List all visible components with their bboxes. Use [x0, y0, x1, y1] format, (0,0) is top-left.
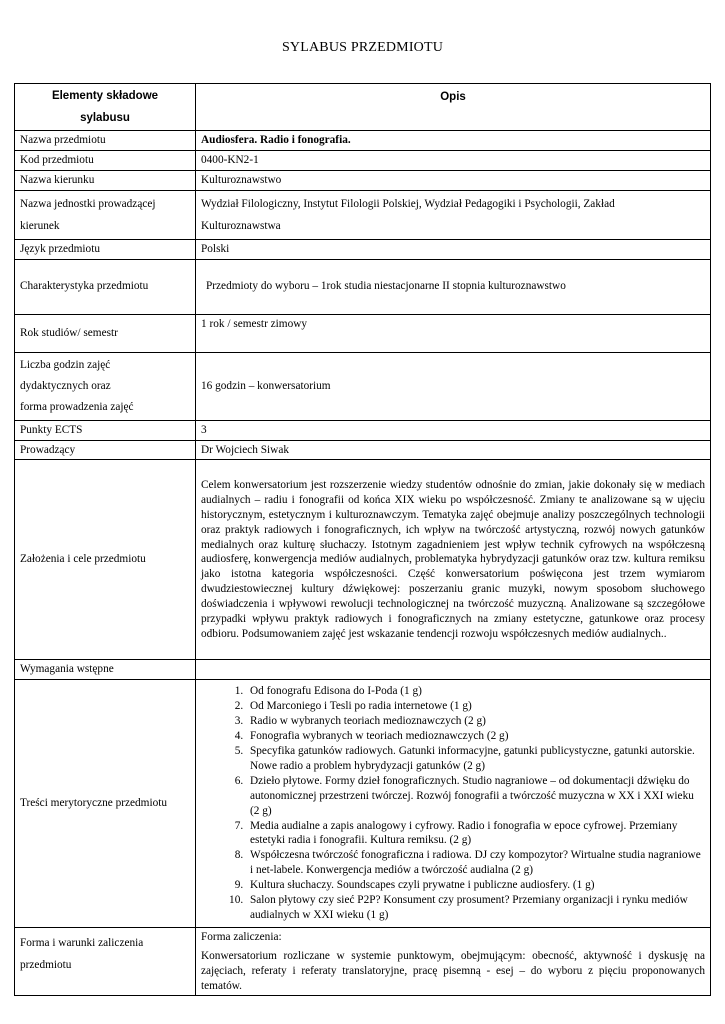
document-title: SYLABUS PRZEDMIOTU — [281, 40, 444, 55]
label-jednostka — [15, 190, 196, 239]
table-header-row — [15, 84, 711, 131]
label-zalozenia: Założenia i cele przedmiotu — [15, 460, 196, 660]
label-tresci: Treści merytoryczne przedmiotu — [15, 680, 196, 928]
label-charakterystyka: Charakterystyka przedmiotu — [15, 259, 196, 314]
row-forma-zaliczenia — [15, 927, 711, 996]
header-elements-cell — [15, 84, 196, 131]
label-prowadzacy: Prowadzący — [15, 440, 196, 460]
label-nazwa-przedmiotu: Nazwa przedmiotu — [15, 131, 196, 151]
label-forma-zaliczenia-line1: Forma i warunki zaliczenia — [20, 936, 144, 949]
label-liczba-godzin — [15, 352, 196, 420]
value-tresci — [196, 680, 711, 928]
list-item: 3. Radio w wybranych teoriach medioznawczych (2 g) — [246, 714, 705, 729]
value-zalozenia: Celem konwersatorium jest rozszerzenie wiedzy studentów odnośnie do zmian, jakie dokonały się w mediach audialnych – radiu i fonografii od końca XIX wieku po współczesność. Zmiany te analizowane są w ujęciu historycznym, estetycznym i kulturoznawczym. Tematyka zajęć obejmuje analizy poszczególnych technologii oraz praktyk radiowych i fonograficznych, ich wpływ na twórczość artystyczną, rozwój nowych gatunków medialnych oraz kulturę słuchaczy. Istotnym zagadnieniem jest wpływ technik cyfrowych na współczesną audiosferę, konwergencja mediów audialnych, problematyka hybrydyzacji gatunków oraz tzw. kultura remiksu jako istotna kategoria współczesności. Część konwersatorium poświęcona jest trzem wymiarom dwudziestowiecznej kultury dźwiękowej: poszerzaniu granic muzyki, nowym sposobom słuchowego doświadczenia i wpływowi rewolucji technologicznej na twórczość muzyczną. Analizowane są szczegółowe przypadki wpływu praktyk radiowych i fonograficznych na zmiany estetyczne, gatunkowe oraz procesy odbioru. Podsumowaniem zajęć jest wskazanie tendencji rozwoju współczesnych mediów audialnych.. — [196, 460, 711, 660]
row-wymagania — [15, 660, 711, 680]
row-liczba-godzin — [15, 352, 711, 420]
value-punkty-ects: 3 — [196, 420, 711, 440]
syllabus-table — [14, 83, 711, 996]
list-item: 1. Od fonografu Edisona do I-Poda (1 g) — [246, 684, 705, 699]
label-wymagania: Wymagania wstępne — [15, 660, 196, 680]
list-item: 7. Media audialne a zapis analogowy i cyfrowy. Radio i fonografia w epoce cyfrowej. Przemiany estetyki radia i fonografii. Kultura remiksu. (2 g) — [246, 819, 705, 849]
row-kod-przedmiotu — [15, 150, 711, 170]
value-kod-przedmiotu: 0400-KN2-1 — [196, 150, 711, 170]
row-nazwa-przedmiotu — [15, 131, 711, 151]
label-nazwa-kierunku: Nazwa kierunku — [15, 170, 196, 190]
list-item: 10. Salon płytowy czy sieć P2P? Konsument czy prosument? Przemiany organizacji i rynku mediów audialnych w XXI wieku (1 g) — [246, 893, 705, 923]
label-jezyk: Język przedmiotu — [15, 239, 196, 259]
value-jezyk: Polski — [196, 239, 711, 259]
tresci-list — [201, 684, 705, 923]
value-forma-zaliczenia — [196, 927, 711, 996]
list-item: 2. Od Marconiego i Tesli po radia internetowe (1 g) — [246, 699, 705, 714]
header-elements-line2: sylabusu — [80, 112, 130, 124]
row-rok-studiow — [15, 314, 711, 352]
value-jednostka-line2: Kulturoznawstwa — [201, 219, 281, 232]
header-description: Opis — [440, 91, 466, 103]
row-zalozenia — [15, 460, 711, 660]
header-elements-line1: Elementy składowe — [51, 90, 159, 102]
list-item: 4. Fonografia wybranych w teoriach medioznawczych (2 g) — [246, 729, 705, 744]
header-description-cell — [196, 84, 711, 131]
forma-zaliczenia-text: Konwersatorium rozliczane w systemie punktowym, obejmującym: obecność, aktywność i dyskusję na zajęciach, referaty i referaty translatoryjne, pracę pisemną - esej – do wyboru z pięciu proponowanych tematów. — [201, 949, 705, 992]
value-prowadzacy: Dr Wojciech Siwak — [196, 440, 711, 460]
label-rok-studiow: Rok studiów/ semestr — [15, 314, 196, 352]
label-liczba-godzin-line2: dydaktycznych oraz — [20, 379, 111, 392]
value-liczba-godzin: 16 godzin – konwersatorium — [196, 352, 711, 420]
label-jednostka-line2: kierunek — [20, 219, 60, 232]
label-punkty-ects: Punkty ECTS — [15, 420, 196, 440]
row-jednostka — [15, 190, 711, 239]
row-charakterystyka — [15, 259, 711, 314]
value-wymagania — [196, 660, 711, 680]
value-jednostka — [196, 190, 711, 239]
row-nazwa-kierunku — [15, 170, 711, 190]
label-liczba-godzin-line1: Liczba godzin zajęć — [20, 358, 111, 371]
value-nazwa-przedmiotu: Audiosfera. Radio i fonografia. — [196, 131, 711, 151]
list-item: 5. Specyfika gatunków radiowych. Gatunki informacyjne, gatunki publicystyczne, gatunki autorskie. Nowe radio a problem hybrydyzacji gatunków (2 g) — [246, 744, 705, 774]
row-punkty-ects — [15, 420, 711, 440]
label-forma-zaliczenia — [15, 927, 196, 996]
value-jednostka-line1: Wydział Filologiczny, Instytut Filologii Polskiej, Wydział Pedagogiki i Psychologii, Zakład — [201, 197, 615, 210]
row-tresci — [15, 680, 711, 928]
label-forma-zaliczenia-line2: przedmiotu — [20, 958, 72, 971]
value-nazwa-kierunku: Kulturoznawstwo — [196, 170, 711, 190]
value-charakterystyka: Przedmioty do wyboru – 1rok studia niestacjonarne II stopnia kulturoznawstwo — [196, 259, 711, 314]
label-kod-przedmiotu: Kod przedmiotu — [15, 150, 196, 170]
value-rok-studiow: 1 rok / semestr zimowy — [196, 314, 711, 352]
label-liczba-godzin-line3: forma prowadzenia zajęć — [20, 400, 134, 413]
row-prowadzacy — [15, 440, 711, 460]
list-item: 8. Współczesna twórczość fonograficzna i radiowa. DJ czy kompozytor? Wirtualne studia nagraniowe i net-labele. Konwergencja mediów a twórczość audialna (2 g) — [246, 848, 705, 878]
forma-zaliczenia-title: Forma zaliczenia: — [201, 930, 282, 943]
row-jezyk — [15, 239, 711, 259]
list-item: 9. Kultura słuchaczy. Soundscapes czyli prywatne i publiczne audiosfery. (1 g) — [246, 878, 705, 893]
label-jednostka-line1: Nazwa jednostki prowadzącej — [20, 197, 156, 210]
list-item: 6. Dzieło płytowe. Formy dzieł fonograficznych. Studio nagraniowe – od dokumentacji dźwięku do autonomicznej przestrzeni twórczej. Rozwój fonografii a twórczość muzyczna w XX i XXI wieku (2 g) — [246, 774, 705, 819]
